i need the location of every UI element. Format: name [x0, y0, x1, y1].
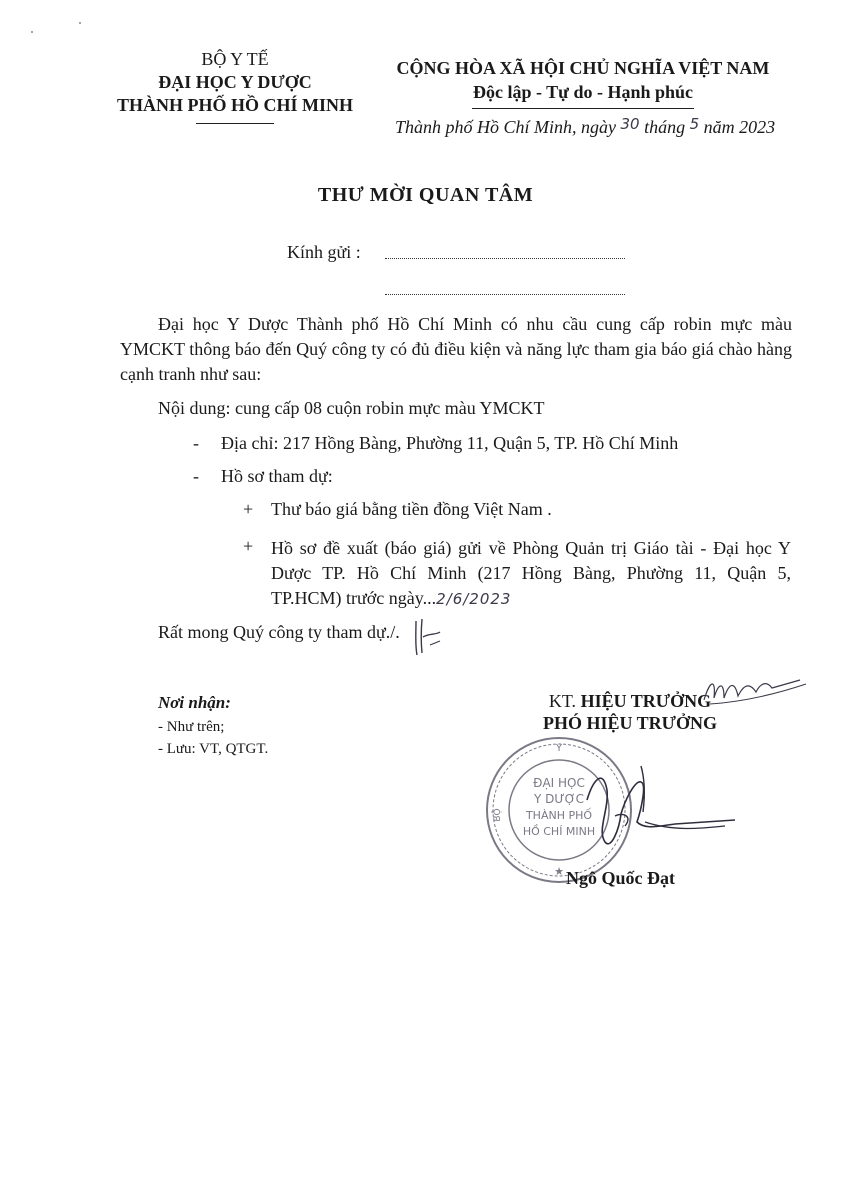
- sub-item-1-text: Thư báo giá bằng tiền đồng Việt Nam .: [271, 499, 552, 519]
- university-name-line1: ĐẠI HỌC Y DƯỢC: [158, 72, 312, 92]
- issuer-header: [95, 48, 375, 124]
- sub-item-2-text: [271, 536, 791, 612]
- date-year: năm 2023: [703, 117, 776, 137]
- seal-text-line3: THÀNH PHỐ: [525, 809, 593, 822]
- date-line: [395, 117, 775, 138]
- address-text: Địa chỉ: 217 Hồng Bàng, Phường 11, Quận 5, TP. Hồ Chí Minh: [221, 433, 679, 453]
- principal-title: HIỆU TRƯỞNG: [580, 691, 712, 711]
- initial-signature-mark: [410, 615, 446, 657]
- intro-paragraph: Đại học Y Dược Thành phố Hồ Chí Minh có nhu cầu cung cấp robin mực màu YMCKT thông báo đến Quý công ty có đủ điều kiện và năng lực tham gia báo giá chào hàng cạnh tranh như sau:: [120, 314, 792, 384]
- sub-item-2-body: Hồ sơ đề xuất (báo giá) gửi về Phòng Quản trị Giáo tài - Đại học Y Dược TP. Hồ Chí Minh (217 Hồng Bàng, Phường 11, Quận 5, TP.HCM) trước ngày: [271, 538, 791, 608]
- initials-scribble: [700, 670, 810, 720]
- handwritten-signature: [575, 760, 745, 855]
- documents-label: Hồ sơ tham dự:: [221, 466, 333, 486]
- date-month-label: tháng: [644, 117, 686, 137]
- closing-line: Rất mong Quý công ty tham dự./.: [158, 622, 400, 642]
- ministry-name: BỘ Y TẾ: [201, 49, 269, 69]
- recipient-label: Kính gửi :: [287, 242, 361, 262]
- seal-text-line4: HỒ CHÍ MINH: [522, 825, 596, 838]
- national-header: [378, 56, 788, 109]
- date-month-handwritten: 5: [689, 115, 700, 133]
- receiver-item: - Như trên;: [158, 719, 225, 735]
- seal-star: ★: [554, 865, 564, 878]
- seal-text-line2: Y DƯỢC: [533, 792, 585, 806]
- seal-top-letter: Y: [555, 743, 563, 754]
- receiver-item: - Lưu: VT, QTGT.: [158, 741, 269, 757]
- recipient-blank-line-1: [385, 258, 625, 259]
- seal-side-letters: BỘ: [493, 808, 503, 822]
- header-left-rule: [196, 123, 274, 124]
- dash-bullet: -: [193, 433, 199, 453]
- content-line: Nội dung: cung cấp 08 cuộn robin mực màu YMCKT: [158, 398, 545, 418]
- dash-bullet: -: [193, 466, 199, 486]
- scan-artifact: [30, 18, 90, 38]
- plus-bullet: +: [243, 499, 254, 519]
- date-day-handwritten: 30: [620, 115, 640, 133]
- plus-bullet: +: [243, 536, 254, 556]
- deadline-dots: ...: [422, 588, 437, 608]
- seal-text-line1: ĐẠI HỌC: [533, 776, 585, 790]
- vice-principal-title: PHÓ HIỆU TRƯỞNG: [542, 713, 717, 733]
- date-prefix: Thành phố Hồ Chí Minh, ngày: [395, 117, 617, 137]
- receivers-title: Nơi nhận:: [158, 693, 231, 712]
- deadline-handwritten: 2/6/2023: [436, 590, 512, 608]
- header-right-rule: [472, 108, 694, 109]
- kt-prefix: KT.: [548, 691, 577, 711]
- university-name-line2: THÀNH PHỐ HỒ CHÍ MINH: [116, 95, 353, 115]
- nation-name: CỘNG HÒA XÃ HỘI CHỦ NGHĨA VIỆT NAM: [396, 58, 770, 78]
- signer-name: Ngô Quốc Đạt: [566, 868, 675, 888]
- recipient-blank-line-2: [385, 294, 625, 295]
- document-title: THƯ MỜI QUAN TÂM: [317, 184, 534, 206]
- national-motto: Độc lập - Tự do - Hạnh phúc: [472, 82, 694, 102]
